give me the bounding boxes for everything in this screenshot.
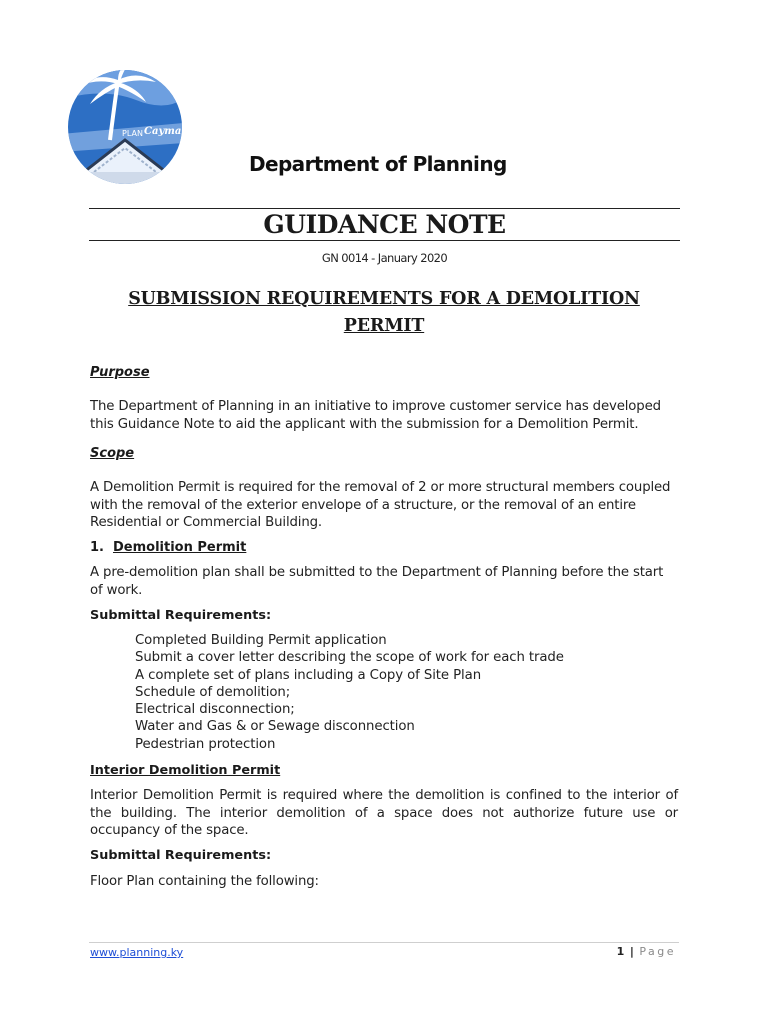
interior-demolition-heading: Interior Demolition Permit	[90, 763, 281, 778]
interior-demolition-text: Interior Demolition Permit is required where the demolition is confined to the interior of the building. The interior demolition of a space does not authorize future use or occupancy of the space.	[90, 788, 678, 838]
section-1-requirements-label: Submittal Requirements:	[90, 608, 272, 623]
list-item: Submit a cover letter describing the scope of work for each trade	[135, 650, 564, 666]
section-1-text: A pre-demolition plan shall be submitted to the Department of Planning before the start of work.	[90, 565, 664, 598]
heading-line-1: SUBMISSION REQUIREMENTS FOR A DEMOLITION	[128, 289, 640, 309]
logo-graphic	[66, 68, 189, 186]
page-label: Page	[639, 945, 676, 958]
section-1-number: 1.	[90, 540, 104, 555]
interior-requirements-label: Submittal Requirements:	[90, 848, 272, 863]
scope-label: Scope	[90, 446, 135, 461]
purpose-text: The Department of Planning in an initiative to improve customer service has developed this Guidance Note to aid the applicant with the submission for a Demolition Permit.	[90, 399, 661, 432]
page-separator: |	[629, 945, 635, 958]
list-item: Pedestrian protection	[135, 736, 276, 752]
guidance-note-code: GN 0014 - January 2020	[321, 251, 448, 265]
purpose-label: Purpose	[90, 365, 150, 380]
footer-divider	[89, 942, 679, 943]
list-item: Schedule of demolition;	[135, 684, 291, 700]
section-1-title: Demolition Permit	[113, 540, 247, 555]
title-bottom-rule	[89, 240, 680, 241]
floor-plan-text: Floor Plan containing the following:	[90, 874, 319, 889]
scope-text: A Demolition Permit is required for the removal of 2 or more structural members coupled with the removal of the exterior envelope of a structure, or the removal of an entire Residential or Commercial Building.	[90, 480, 671, 530]
document-type-title: GUIDANCE NOTE	[263, 210, 506, 239]
heading-line-2: PERMIT	[343, 316, 425, 336]
list-item: Electrical disconnection;	[135, 702, 295, 718]
department-name: Department of Planning	[249, 152, 507, 176]
requirements-list	[135, 632, 564, 753]
page-number-value: 1	[616, 945, 626, 958]
section-1-heading	[90, 540, 246, 555]
website-link[interactable]: www.planning.ky	[90, 946, 184, 959]
svg-text:Cayman: Cayman	[144, 126, 189, 137]
document-heading	[100, 286, 668, 340]
list-item: Water and Gas & or Sewage disconnection	[135, 719, 415, 735]
list-item: Completed Building Permit application	[135, 633, 387, 648]
page-number	[617, 945, 676, 958]
plan-cayman-logo	[66, 68, 189, 186]
title-top-rule	[89, 208, 680, 209]
logo-text: PLAN	[122, 129, 143, 138]
list-item: A complete set of plans including a Copy of Site Plan	[135, 667, 482, 683]
